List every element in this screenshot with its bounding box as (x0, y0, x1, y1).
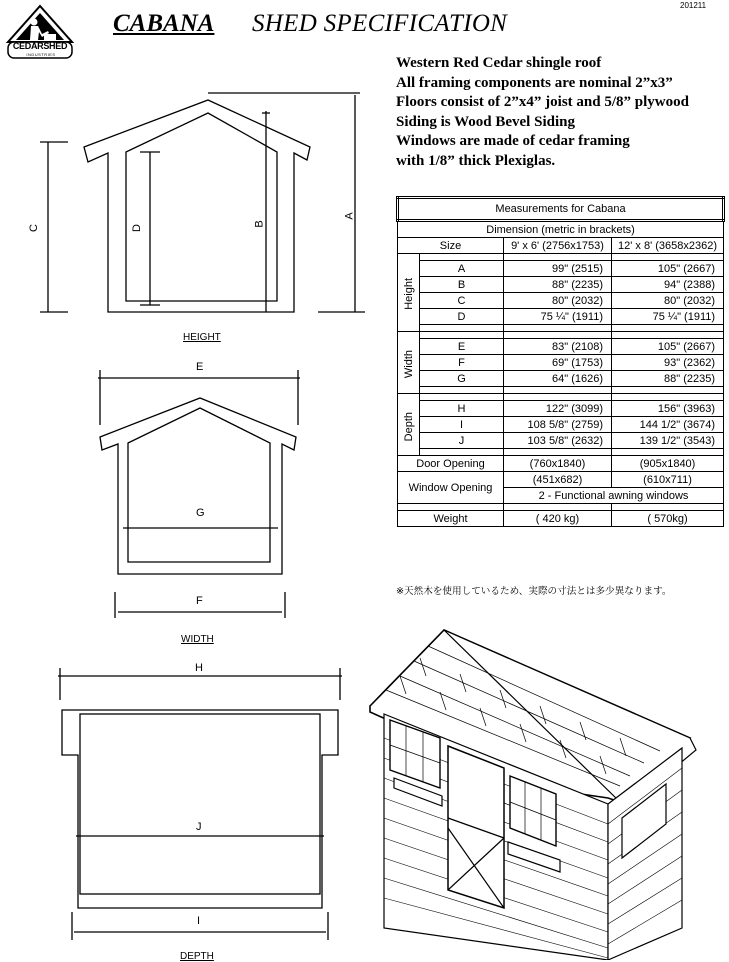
window-note: 2 - Functional awning windows (504, 488, 724, 504)
spec-item: Floors consist of 2”x4” joist and 5/8” plywood (396, 94, 689, 110)
height-caption: HEIGHT (183, 332, 221, 343)
cell-value: ( 570kg) (612, 511, 724, 527)
title-product: CABANA (113, 10, 215, 37)
row-key: G (420, 371, 504, 387)
dimension-label-i: I (197, 915, 201, 927)
cell-value: 93" (2362) (612, 355, 724, 371)
width-caption: WIDTH (181, 634, 214, 645)
cell-value: 69" (1753) (504, 355, 612, 371)
group-height: Height (402, 278, 415, 311)
dimension-label-e: E (196, 361, 204, 373)
cell-value: (610x711) (612, 472, 724, 488)
row-key: A (420, 261, 504, 277)
dimension-label-f: F (196, 595, 203, 607)
cell-value: 80" (2032) (612, 293, 724, 309)
cell-value: 105" (2667) (612, 339, 724, 355)
table-subtitle: Dimension (metric in brackets) (398, 221, 724, 238)
height-diagram (40, 93, 365, 312)
cell-value: 103 5/8" (2632) (504, 433, 612, 449)
cell-value: 108 5/8" (2759) (504, 417, 612, 433)
measurements-table (396, 196, 722, 527)
cell-value: 64" (1626) (504, 371, 612, 387)
depth-caption: DEPTH (180, 951, 214, 962)
size-label: Size (398, 238, 504, 254)
row-key: J (420, 433, 504, 449)
depth-diagram (58, 668, 342, 940)
weight-label: Weight (398, 511, 504, 527)
table-title: Measurements for Cabana (398, 198, 724, 221)
row-key: D (420, 309, 504, 325)
group-width: Width (402, 350, 415, 379)
spec-item: Windows are made of cedar framing (396, 133, 630, 149)
spec-list (396, 54, 726, 171)
cell-value: 156" (3963) (612, 401, 724, 417)
shed-illustration (360, 628, 729, 960)
spec-item: Western Red Cedar shingle roof (396, 55, 602, 71)
dimension-label-j: J (196, 821, 202, 833)
cell-value: (451x682) (504, 472, 612, 488)
cell-value: 122" (3099) (504, 401, 612, 417)
dimension-label-c: C (27, 224, 40, 232)
cell-value: 105" (2667) (612, 261, 724, 277)
row-key: F (420, 355, 504, 371)
dimension-label-d: D (130, 224, 143, 232)
dimension-label-h: H (195, 662, 203, 674)
cell-value: ( 420 kg) (504, 511, 612, 527)
cell-value: 144 1/2" (3674) (612, 417, 724, 433)
document-code: 201211 (680, 1, 707, 10)
size-col-large: 12' x 8' (3658x2362) (612, 238, 724, 254)
cell-value: 83" (2108) (504, 339, 612, 355)
cell-value: 75 ¼" (1911) (504, 309, 612, 325)
door-opening-label: Door Opening (398, 456, 504, 472)
logo-name: CEDARSHED (12, 41, 68, 51)
logo-subtitle: INDUSTRIES (26, 52, 56, 57)
title-rest: SHED SPECIFICATION (252, 10, 508, 37)
spec-item: All framing components are nominal 2”x3” (396, 74, 673, 91)
cell-value: 88" (2235) (504, 277, 612, 293)
dimension-label-b: B (253, 220, 266, 228)
variation-note: ※天然木を使用しているため、実際の寸法とは多少異なります。 (396, 586, 672, 597)
cell-value: 88" (2235) (612, 371, 724, 387)
width-diagram (98, 370, 300, 618)
group-depth: Depth (402, 411, 415, 441)
spec-item: with 1/8” thick Plexiglas. (396, 152, 556, 169)
cell-value: 99" (2515) (504, 261, 612, 277)
size-col-small: 9' x 6' (2756x1753) (504, 238, 612, 254)
row-key: B (420, 277, 504, 293)
cell-value: 94" (2388) (612, 277, 724, 293)
window-opening-label: Window Opening (398, 472, 504, 504)
cell-value: (905x1840) (612, 456, 724, 472)
dimension-label-g: G (196, 507, 205, 519)
row-key: I (420, 417, 504, 433)
row-key: C (420, 293, 504, 309)
cell-value: 75 ¼" (1911) (612, 309, 724, 325)
row-key: E (420, 339, 504, 355)
dimension-label-a: A (343, 212, 356, 220)
row-key: H (420, 401, 504, 417)
cell-value: 139 1/2" (3543) (612, 433, 724, 449)
cell-value: (760x1840) (504, 456, 612, 472)
cell-value: 80" (2032) (504, 293, 612, 309)
spec-item: Siding is Wood Bevel Siding (396, 113, 575, 130)
